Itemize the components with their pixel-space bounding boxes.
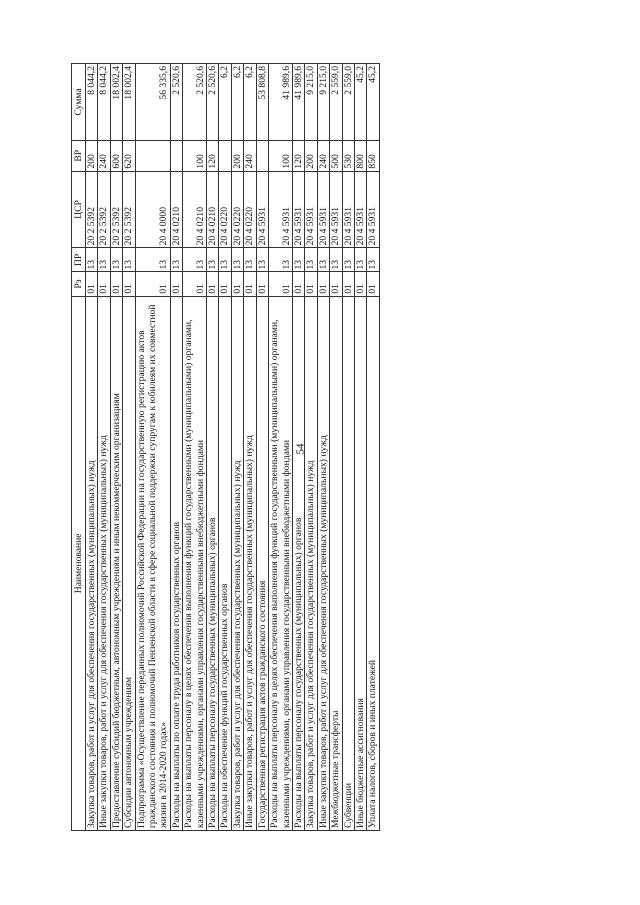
cell-sum: 56 335,6 [135, 64, 170, 141]
cell-vr: 120 [207, 140, 219, 171]
cell-sum: 2 520,6 [207, 64, 219, 141]
cell-name: Субсидии автономным учреждениям [123, 296, 135, 830]
cell-name: Расходы на обеспечение функций государственных органов [219, 296, 231, 830]
header-sum: Сумма [72, 64, 86, 141]
cell-vr [219, 140, 231, 171]
cell-csr: 20 4 5931 [256, 171, 268, 248]
cell-vr: 200 [231, 140, 243, 171]
cell-name: Государственная регистрация актов гражданского состояния [256, 296, 268, 830]
cell-sum: 8 044,2 [98, 64, 110, 141]
cell-pr: 13 [170, 248, 182, 272]
cell-rz: 01 [330, 272, 342, 296]
cell-vr [135, 140, 170, 171]
cell-rz: 01 [367, 272, 379, 296]
table-row [354, 64, 366, 831]
cell-csr: 20 2 5392 [86, 171, 98, 248]
header-pr: ПР [72, 248, 86, 272]
cell-pr: 13 [123, 248, 135, 272]
table-row [330, 64, 342, 831]
budget-table-sheet [71, 63, 380, 831]
cell-sum: 2 520,6 [183, 64, 207, 141]
table-row [292, 64, 304, 831]
cell-vr: 850 [367, 140, 379, 171]
cell-sum: 45,2 [354, 64, 366, 141]
cell-vr: 600 [110, 140, 122, 171]
cell-sum: 2 559,0 [330, 64, 342, 141]
cell-csr: 20 4 0210 [183, 171, 207, 248]
cell-vr: 100 [183, 140, 207, 171]
cell-pr: 13 [256, 248, 268, 272]
cell-name: Расходы на выплаты персоналу государственных (муниципальных) органов [207, 296, 219, 830]
cell-name: Расходы на выплаты персоналу в целях обеспечения выполнения функций государственными (муниципальными) органами, казенными учреждениями, органами управления государственными внебюджетными фондами [269, 296, 293, 830]
cell-csr: 20 2 5392 [98, 171, 110, 248]
cell-csr: 20 4 5931 [367, 171, 379, 248]
cell-pr: 13 [110, 248, 122, 272]
cell-rz: 01 [354, 272, 366, 296]
cell-sum: 18 002,4 [110, 64, 122, 141]
budget-table [71, 63, 380, 831]
cell-csr: 20 4 5931 [354, 171, 366, 248]
cell-sum: 6,2 [231, 64, 243, 141]
cell-vr: 120 [292, 140, 304, 171]
cell-sum: 41 989,6 [292, 64, 304, 141]
cell-sum: 45,2 [367, 64, 379, 141]
cell-sum: 6,2 [219, 64, 231, 141]
cell-name: Иные закупки товаров, работ и услуг для обеспечения государственных (муниципальных) нужд [98, 296, 110, 830]
table-row [269, 64, 293, 831]
cell-name: Субвенции [342, 296, 354, 830]
cell-vr [170, 140, 182, 171]
cell-name: Закупка товаров, работ и услуг для обеспечения государственных (муниципальных) нужд [305, 296, 317, 830]
cell-sum: 9 215,0 [305, 64, 317, 141]
table-row [98, 64, 110, 831]
cell-pr: 13 [244, 248, 256, 272]
cell-rz: 01 [244, 272, 256, 296]
cell-csr: 20 4 0220 [219, 171, 231, 248]
header-vr: ВР [72, 140, 86, 171]
table-body [86, 64, 380, 831]
table-row [317, 64, 329, 831]
cell-sum: 53 808,8 [256, 64, 268, 141]
cell-csr: 20 4 0210 [170, 171, 182, 248]
cell-pr: 13 [135, 248, 170, 272]
cell-name: Иные закупки товаров, работ и услуг для обеспечения государственных (муниципальных) нужд [317, 296, 329, 830]
cell-csr: 20 2 5392 [123, 171, 135, 248]
cell-name: Подпрограмма «Осуществление переданных полномочий Российской Федерации на государственную регистрацию актов гражданского состояния и полномочий Пензенской области в сфере социальной поддержки супругам к юбилеям их совместной жизни в 2014-2020 годах» [135, 296, 170, 830]
cell-pr: 13 [354, 248, 366, 272]
cell-rz: 01 [207, 272, 219, 296]
header-rz: Рз [72, 272, 86, 296]
table-header-row [72, 64, 86, 831]
cell-vr: 100 [269, 140, 293, 171]
cell-vr [256, 140, 268, 171]
cell-rz: 01 [305, 272, 317, 296]
cell-name: Межбюджетные трансферты [330, 296, 342, 830]
cell-name: Уплата налогов, сборов и иных платежей [367, 296, 379, 830]
cell-vr: 500 [330, 140, 342, 171]
cell-rz: 01 [183, 272, 207, 296]
cell-pr: 13 [342, 248, 354, 272]
cell-rz: 01 [170, 272, 182, 296]
cell-rz: 01 [231, 272, 243, 296]
cell-rz: 01 [256, 272, 268, 296]
cell-name: Расходы на выплаты персоналу государственных (муниципальных) органов [292, 296, 304, 830]
cell-csr: 20 4 5931 [317, 171, 329, 248]
table-row [244, 64, 256, 831]
cell-name: Иные бюджетные ассигнования [354, 296, 366, 830]
cell-name: Предоставление субсидий бюджетным, автономным учреждениям и иным некоммерческим организациям [110, 296, 122, 830]
cell-csr: 20 4 5931 [330, 171, 342, 248]
table-row [135, 64, 170, 831]
cell-sum: 18 002,4 [123, 64, 135, 141]
cell-vr: 800 [354, 140, 366, 171]
cell-csr: 20 4 5931 [292, 171, 304, 248]
cell-pr: 13 [207, 248, 219, 272]
table-row [367, 64, 379, 831]
cell-csr: 20 4 5931 [342, 171, 354, 248]
cell-rz: 01 [292, 272, 304, 296]
cell-rz: 01 [86, 272, 98, 296]
cell-sum: 9 215,0 [317, 64, 329, 141]
cell-rz: 01 [98, 272, 110, 296]
cell-sum: 6,2 [244, 64, 256, 141]
cell-pr: 13 [305, 248, 317, 272]
cell-rz: 01 [123, 272, 135, 296]
cell-vr: 240 [98, 140, 110, 171]
cell-csr: 20 4 0000 [135, 171, 170, 248]
cell-vr: 530 [342, 140, 354, 171]
table-row [123, 64, 135, 831]
cell-sum: 2 520,6 [170, 64, 182, 141]
table-row [342, 64, 354, 831]
cell-pr: 13 [86, 248, 98, 272]
cell-rz: 01 [269, 272, 293, 296]
table-row [183, 64, 207, 831]
cell-name: Иные закупки товаров, работ и услуг для обеспечения государственных (муниципальных) нужд [244, 296, 256, 830]
cell-name: Расходы на выплаты по оплате труда работников государственных органов [170, 296, 182, 830]
cell-sum: 2 559,0 [342, 64, 354, 141]
cell-csr: 20 2 5392 [110, 171, 122, 248]
page-number: 54 [294, 443, 307, 455]
cell-pr: 13 [219, 248, 231, 272]
cell-pr: 13 [269, 248, 293, 272]
cell-pr: 13 [367, 248, 379, 272]
cell-vr: 240 [244, 140, 256, 171]
cell-pr: 13 [98, 248, 110, 272]
cell-csr: 20 4 5931 [269, 171, 293, 248]
cell-name: Расходы на выплаты персоналу в целях обеспечения выполнения функций государственными (муниципальными) органами, казенными учреждениями, органами управления государственными внебюджетными фондами [183, 296, 207, 830]
table-row [231, 64, 243, 831]
cell-csr: 20 4 0210 [207, 171, 219, 248]
cell-rz: 01 [135, 272, 170, 296]
cell-pr: 13 [330, 248, 342, 272]
cell-vr: 620 [123, 140, 135, 171]
cell-pr: 13 [292, 248, 304, 272]
cell-csr: 20 4 5931 [305, 171, 317, 248]
cell-sum: 41 989,6 [269, 64, 293, 141]
cell-pr: 13 [317, 248, 329, 272]
cell-name: Закупка товаров, работ и услуг для обеспечения государственных (муниципальных) нужд [231, 296, 243, 830]
table-row [86, 64, 98, 831]
cell-name: Закупка товаров, работ и услуг для обеспечения государственных (муниципальных) нужд [86, 296, 98, 830]
cell-vr: 200 [305, 140, 317, 171]
cell-rz: 01 [317, 272, 329, 296]
cell-vr: 200 [86, 140, 98, 171]
cell-pr: 13 [231, 248, 243, 272]
cell-rz: 01 [110, 272, 122, 296]
table-row [110, 64, 122, 831]
cell-sum: 8 044,2 [86, 64, 98, 141]
table-row [207, 64, 219, 831]
cell-pr: 13 [183, 248, 207, 272]
table-row [219, 64, 231, 831]
table-row [170, 64, 182, 831]
cell-csr: 20 4 0220 [244, 171, 256, 248]
cell-rz: 01 [219, 272, 231, 296]
table-row [256, 64, 268, 831]
cell-vr: 240 [317, 140, 329, 171]
header-csr: ЦСР [72, 171, 86, 248]
table-row [305, 64, 317, 831]
header-name: Наименование [72, 296, 86, 830]
cell-rz: 01 [342, 272, 354, 296]
cell-csr: 20 4 0220 [231, 171, 243, 248]
